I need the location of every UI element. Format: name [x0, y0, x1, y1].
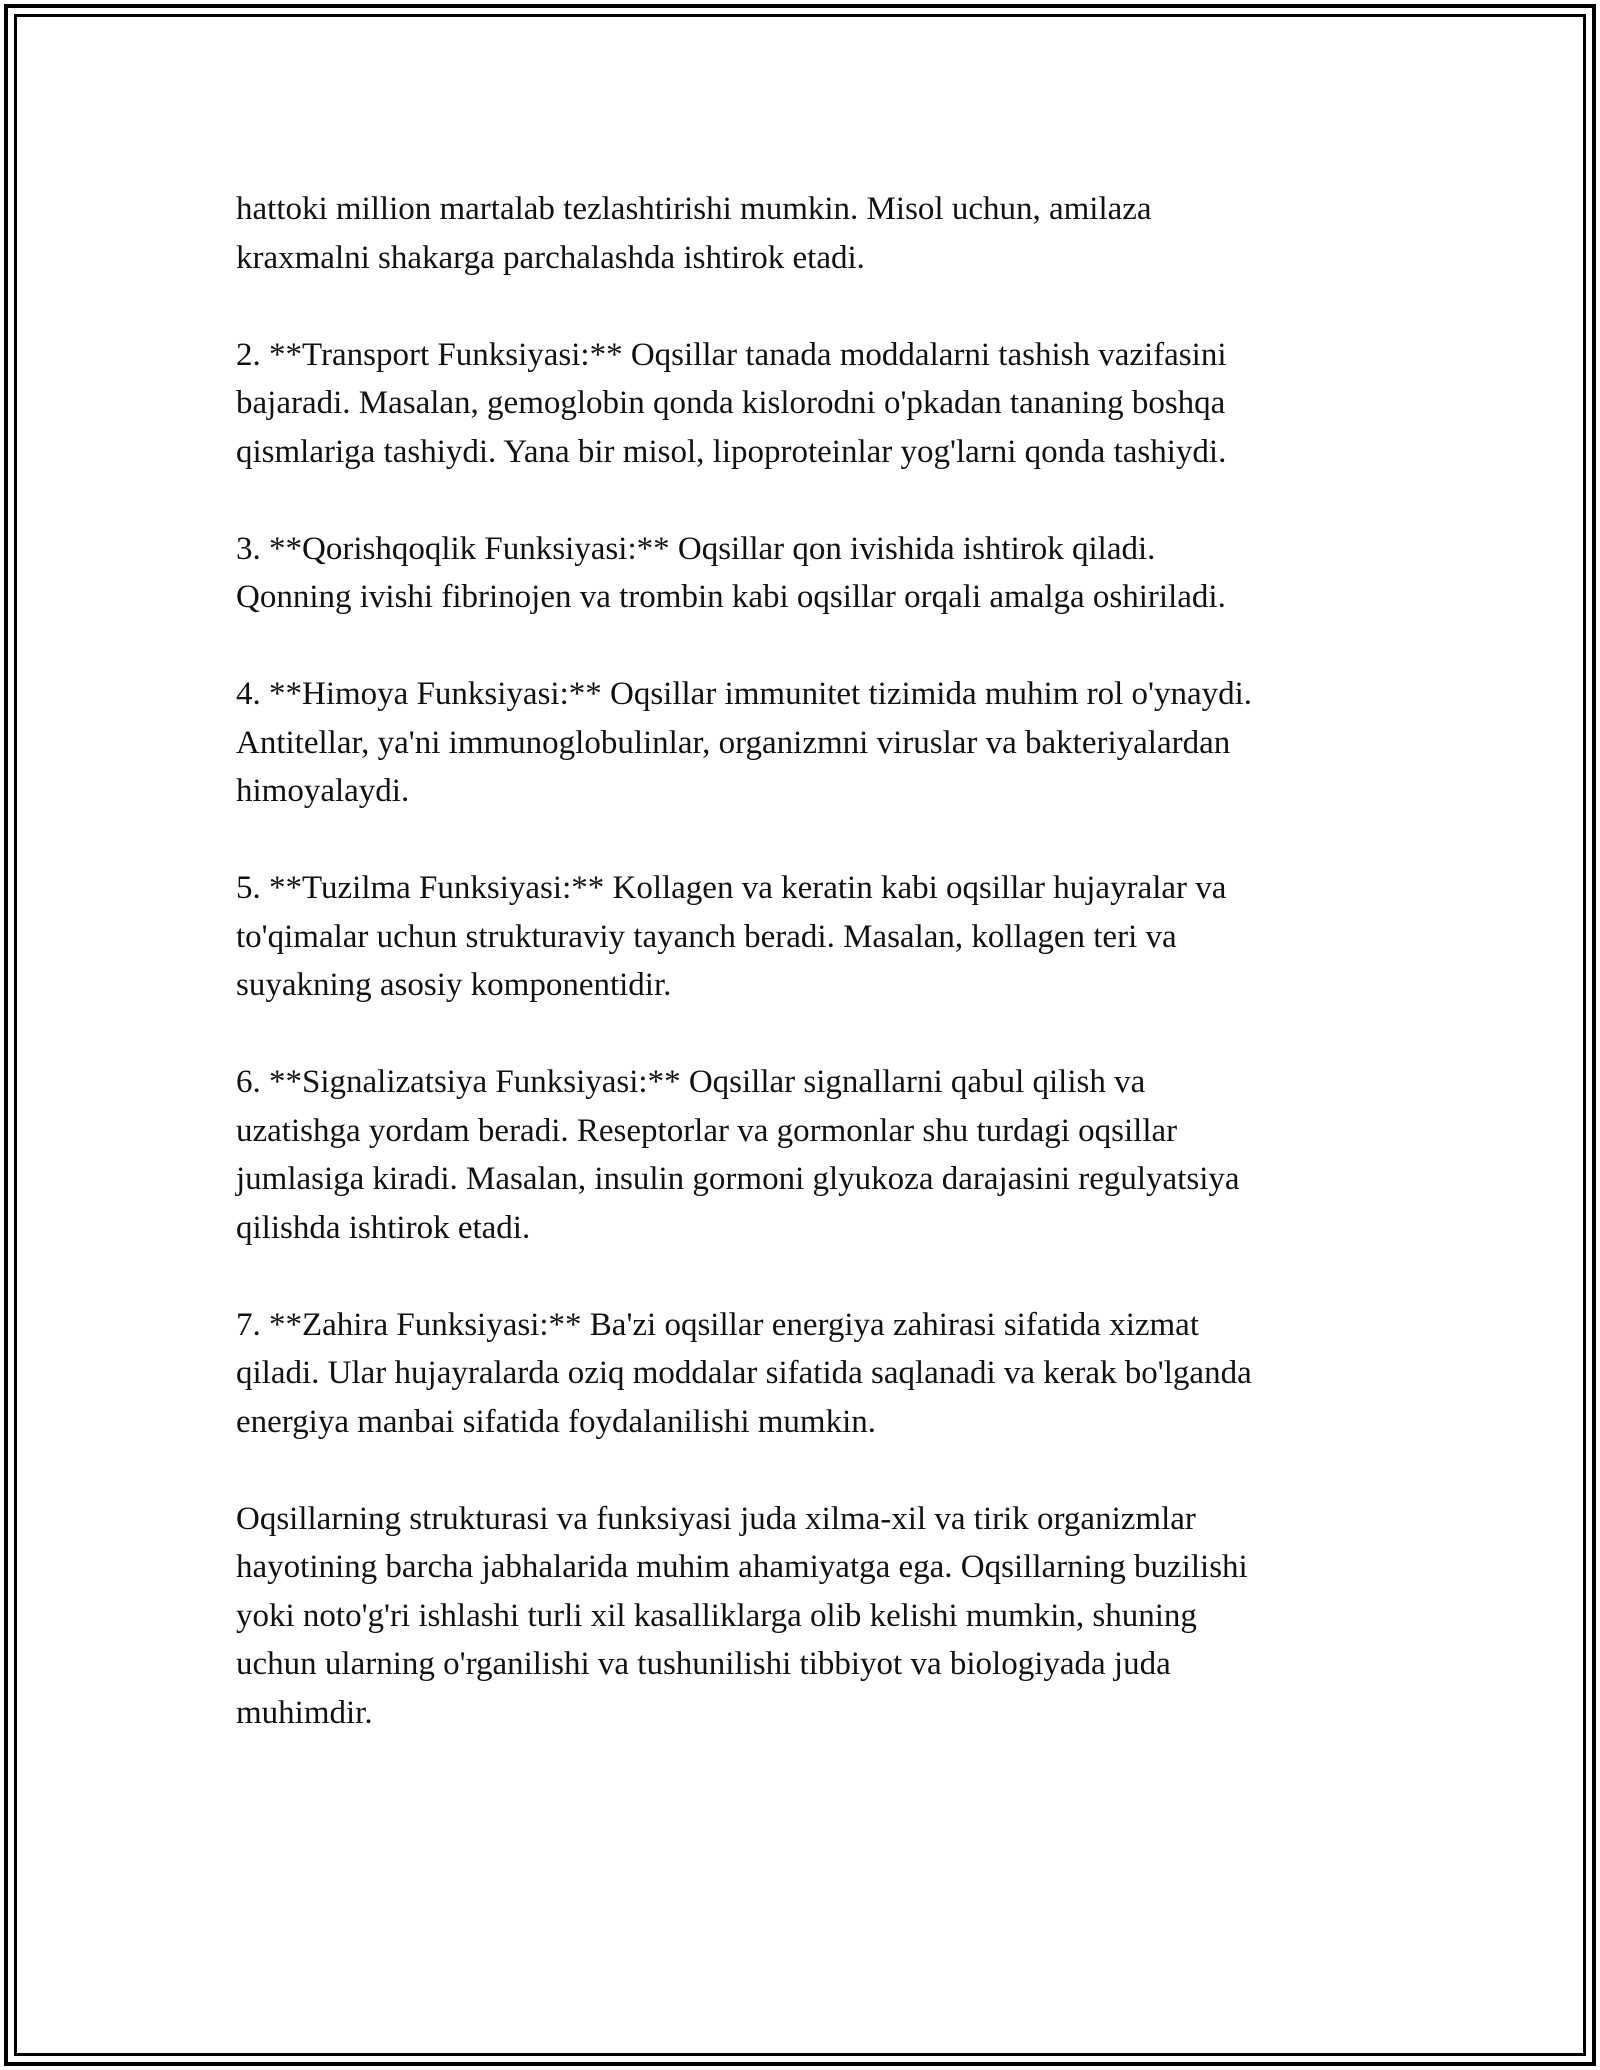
- paragraph-coagulation-function: 3. **Qorishqoqlik Funksiyasi:** Oqsillar qon ivishida ishtirok qiladi. Qonning ivishi fibrinojen va trombin kabi oqsillar orqali amalga oshiriladi.: [236, 530, 1226, 615]
- paragraph-continuation: hattoki million martalab tezlashtirishi mumkin. Misol uchun, amilaza kraxmalni shakarga parchalashda ishtirok etadi.: [236, 191, 1152, 276]
- paragraph-protection-function: 4. **Himoya Funksiyasi:** Oqsillar immunitet tizimida muhim rol o'ynaydi. Antitellar, ya'ni immunoglobulinlar, organizmni viruslar va bakteriyalardan himoyalaydi.: [236, 676, 1253, 809]
- document-body: [236, 185, 1376, 1786]
- paragraph-signaling-function: 6. **Signalizatsiya Funksiyasi:** Oqsillar signallarni qabul qilish va uzatishga yordam beradi. Reseptorlar va gormonlar shu turdagi oqsillar jumlasiga kiradi. Masalan, insulin gormoni glyukoza darajasini regulyatsiya qilishda ishtirok etadi.: [236, 1064, 1240, 1246]
- paragraph-structure-function: 5. **Tuzilma Funksiyasi:** Kollagen va keratin kabi oqsillar hujayralar va to'qimalar uchun strukturaviy tayanch beradi. Masalan, kollagen teri va suyakning asosiy komponentidir.: [236, 870, 1227, 1003]
- paragraph-conclusion: Oqsillarning strukturasi va funksiyasi juda xilma-xil va tirik organizmlar hayotining barcha jabhalarida muhim ahamiyatga ega. Oqsillarning buzilishi yoki noto'g'ri ishlashi turli xil kasalliklarga olib kelishi mumkin, shuning uchun ularning o'rganilishi va tushunilishi tibbiyot va biologiyada juda muhimdir.: [236, 1500, 1248, 1731]
- paragraph-transport-function: 2. **Transport Funksiyasi:** Oqsillar tanada moddalarni tashish vazifasini bajaradi. Masalan, gemoglobin qonda kislorodni o'pkadan tananing boshqa qismlariga tashiydi. Yana bir misol, lipoproteinlar yog'larni qonda tashiydi.: [236, 336, 1227, 470]
- paragraph-storage-function: 7. **Zahira Funksiyasi:** Ba'zi oqsillar energiya zahirasi sifatida xizmat qiladi. Ular hujayralarda oziq moddalar sifatida saqlanadi va kerak bo'lganda energiya manbai sifatida foydalanilishi mumkin.: [236, 1306, 1252, 1440]
